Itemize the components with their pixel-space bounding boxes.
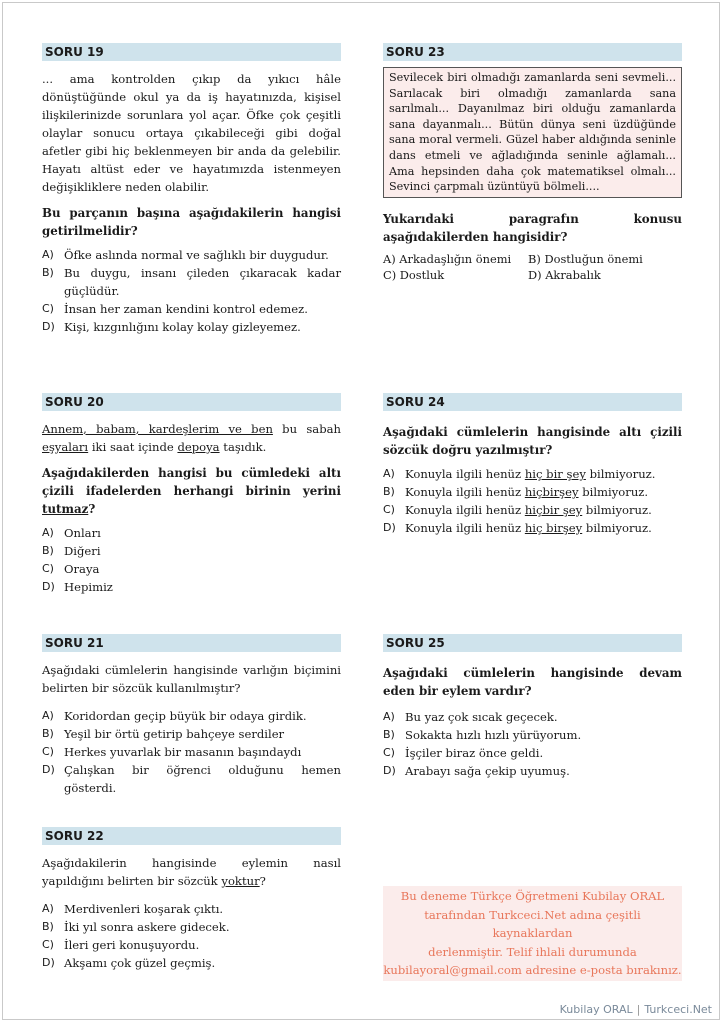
option-letter: C) [383,267,397,282]
option-text: Diğeri [64,544,101,558]
stem-text: Aşağıdakilerin hangisinde eylemin nasıl yapıldığını belirten bir sözcük [42,856,341,888]
option-text: İki yıl sonra askere gidecek. [64,920,230,934]
option-text-part: bilmiyoruz. [582,503,652,517]
option-d[interactable] [42,578,341,596]
question-25-stem: Aşağıdaki cümlelerin hangisinde devam eden bir eylem vardır? [383,666,682,698]
question-19 [42,43,341,336]
question-25-header: SORU 25 [383,634,682,652]
footer [560,1003,712,1016]
option-text-part: bilmiyoruz. [582,521,652,535]
option-b[interactable] [383,726,682,744]
option-text [405,465,682,483]
note-email-line: kubilayoral@gmail.com adresine e-posta bırakınız. [383,963,682,977]
question-19-passage: ... ama kontrolden çıkıp da yıkıcı hâle dönüştüğünde okul ya da iş hayatınızda, kişisel ilişkilerinizde sorunlara yol açar. Öfke çok çeşitli olaylar sonucu ortaya çıkabileceği gibi doğal afetler gibi hiç beklenmeyen bir anda da gelebilir. Hayatı altüst eder ve hayatımızda istenmeyen değişikliklere neden olabilir. [42,72,341,194]
option-text: Kişi, kızgınlığını kolay kolay gizleyemez. [64,320,301,334]
option-letter: B) [42,727,54,740]
underlined-phrase: depoya [177,440,220,454]
passage-text: taşıdık. [219,440,267,454]
question-24 [383,393,682,537]
option-b[interactable] [528,251,682,267]
option-letter: D) [528,267,542,282]
option-text: Çalışkan bir öğrenci olduğunu hemen gösterdi. [64,763,341,795]
option-letter: D) [42,763,55,776]
option-text: Bu duygu, insanı çileden çıkaracak kadar güçlüdür. [64,266,341,298]
option-text: Oraya [64,562,100,576]
question-21-stem: Aşağıdaki cümlelerin hangisinde varlığın biçimini belirten bir sözcük kullanılmıştır? [42,663,341,695]
question-25-options [383,708,682,780]
option-letter: B) [42,266,54,279]
option-text: İnsan her zaman kendini kontrol edemez. [64,302,308,316]
option-b[interactable] [42,725,341,743]
question-22 [42,827,341,972]
option-letter: D) [42,320,55,333]
option-text-part: bilmiyoruz. [578,485,649,499]
option-letter: C) [42,562,54,575]
copyright-note [383,886,682,981]
option-text: İleri geri konuşuyordu. [64,938,200,952]
option-d[interactable] [383,762,682,780]
option-a[interactable] [42,524,341,542]
question-21-header: SORU 21 [42,634,341,652]
option-letter: D) [42,580,55,593]
option-letter: A) [42,248,54,261]
option-c[interactable] [383,501,682,519]
option-letter: C) [42,938,54,951]
option-letter: A) [383,467,395,480]
question-20-header: SORU 20 [42,393,341,411]
passage-text: iki saat içinde [88,440,178,454]
option-text: Akşamı çok güzel geçmiş. [64,956,216,970]
option-letter: C) [42,745,54,758]
option-letter: B) [528,251,541,266]
underlined-phrase: Annem, babam, kardeşlerim ve ben [42,422,273,436]
option-text: Arabayı sağa çekip uyumuş. [405,764,570,778]
option-d[interactable] [42,954,341,972]
option-d[interactable] [42,318,341,336]
question-25 [383,634,682,780]
option-a[interactable] [383,465,682,483]
question-20-options [42,524,341,596]
stem-text: Aşağıdakilerden hangisi bu cümledeki altı çizili ifadelerden herhangi birinin yerini [42,466,341,498]
option-letter: B) [42,920,54,933]
underlined-word: hiçbirşey [524,485,579,499]
question-24-options [383,465,682,537]
option-a[interactable] [42,900,341,918]
question-23-passage-box: Sevilecek biri olmadığı zamanlarda seni sevmeli... Sarılacak biri olmadığı zamanlarda sana sarılmalı... Dayanılmaz biri olduğu zamanlarda sana dayanmalı... Bütün dünya seni üzdüğünde sana moral vermeli. Güzel haber aldığında seninle dans etmeli ve ağladığında seninle ağlamalı... Ama hepsinden daha çok matematiksel olmalı... Sevinci çarpmalı üzüntüyü bölmeli.... [383,67,682,198]
option-c[interactable] [383,744,682,762]
option-text: Koridordan geçip büyük bir odaya girdik. [64,709,307,723]
option-text: Yeşil bir örtü getirip bahçeye serdiler [64,727,285,741]
question-19-header: SORU 19 [42,43,341,61]
option-b[interactable] [42,264,341,300]
passage-text: bu sabah [272,422,341,436]
note-line: Bu deneme Türkçe Öğretmeni Kubilay ORAL [400,889,665,903]
note-line: derlenmiştir. Telif ihlali durumunda [428,944,637,959]
option-letter: B) [42,544,54,557]
option-text: Onları [64,526,101,540]
stem-text: ? [259,874,266,888]
question-22-options [42,900,341,972]
question-23-options [383,251,682,283]
option-c[interactable] [42,560,341,578]
question-22-header: SORU 22 [42,827,341,845]
option-letter: A) [383,710,395,723]
option-text: Merdivenleri koşarak çıktı. [64,902,224,916]
option-c[interactable] [42,743,341,761]
option-text [405,483,682,501]
note-line: tarafından Turkceci.Net adına çeşitli kaynaklardan [424,907,641,940]
footer-author: Kubilay ORAL [559,1003,633,1016]
stem-text: ? [88,502,96,516]
option-letter: A) [42,526,54,539]
option-b[interactable] [42,542,341,560]
option-text [405,519,682,537]
question-23 [383,43,682,283]
option-text: Akrabalık [545,267,601,282]
option-letter: D) [383,521,396,534]
question-21-options [42,707,341,797]
question-21 [42,634,341,797]
underlined-word: tutmaz [42,502,89,516]
option-letter: D) [383,764,396,777]
option-letter: A) [42,709,54,722]
option-text-part: bilmiyoruz. [585,467,656,481]
option-a[interactable] [383,251,528,267]
option-c[interactable] [383,267,528,283]
option-letter: C) [42,302,54,315]
question-19-stem: Bu parçanın başına aşağıdakilerin hangisi getirilmelidir? [42,206,341,238]
underlined-word: yoktur [221,874,260,888]
option-letter: B) [383,485,395,498]
question-23-header: SORU 23 [383,43,682,61]
option-text: Herkes yuvarlak bir masanın başındaydı [64,745,302,759]
question-23-stem: Yukarıdaki paragrafın konusu aşağıdakilerden hangisidir? [383,211,682,244]
option-text: Arkadaşlığın önemi [399,251,512,266]
option-text: Dostluğun önemi [544,251,643,266]
option-letter: C) [383,746,395,759]
option-text: Hepimiz [64,580,113,594]
option-d[interactable] [383,519,682,537]
question-22-stem [42,854,341,890]
option-text-part: Konuyla ilgili henüz [405,521,525,535]
question-20 [42,393,341,596]
option-text: Öfke aslında normal ve sağlıklı bir duygudur. [64,248,329,262]
option-a[interactable] [42,246,341,264]
underlined-phrase: eşyaları [42,440,89,454]
option-text-part: Konuyla ilgili henüz [405,503,525,517]
option-text-part: Konuyla ilgili henüz [405,485,525,499]
option-c[interactable] [42,936,341,954]
footer-separator: | [636,1003,641,1016]
underlined-word: hiç bir şey [524,467,586,481]
question-24-header: SORU 24 [383,393,682,411]
question-20-passage [42,420,341,456]
option-letter: B) [383,728,395,741]
question-19-options [42,246,341,336]
question-20-stem [42,464,341,518]
option-text: Dostluk [399,267,445,282]
option-text [405,501,682,519]
option-letter: A) [383,251,396,266]
option-text: Sokakta hızlı hızlı yürüyorum. [405,728,582,742]
option-a[interactable] [42,707,341,725]
option-letter: A) [42,902,54,915]
question-24-stem: Aşağıdaki cümlelerin hangisinde altı çizili sözcük doğru yazılmıştır? [383,425,682,457]
option-d[interactable] [42,761,341,797]
option-letter: D) [42,956,55,969]
option-c[interactable] [42,300,341,318]
option-text-part: Konuyla ilgili henüz [405,467,525,481]
underlined-word: hiçbir şey [524,503,583,517]
option-b[interactable] [42,918,341,936]
footer-site-link[interactable]: Turkceci.Net [644,1003,712,1016]
option-text: İşçiler biraz önce geldi. [405,746,544,760]
option-d[interactable] [528,267,682,283]
underlined-word: hiç birşey [524,521,583,535]
option-b[interactable] [383,483,682,501]
option-letter: C) [383,503,395,516]
option-text: Bu yaz çok sıcak geçecek. [405,710,558,724]
option-a[interactable] [383,708,682,726]
